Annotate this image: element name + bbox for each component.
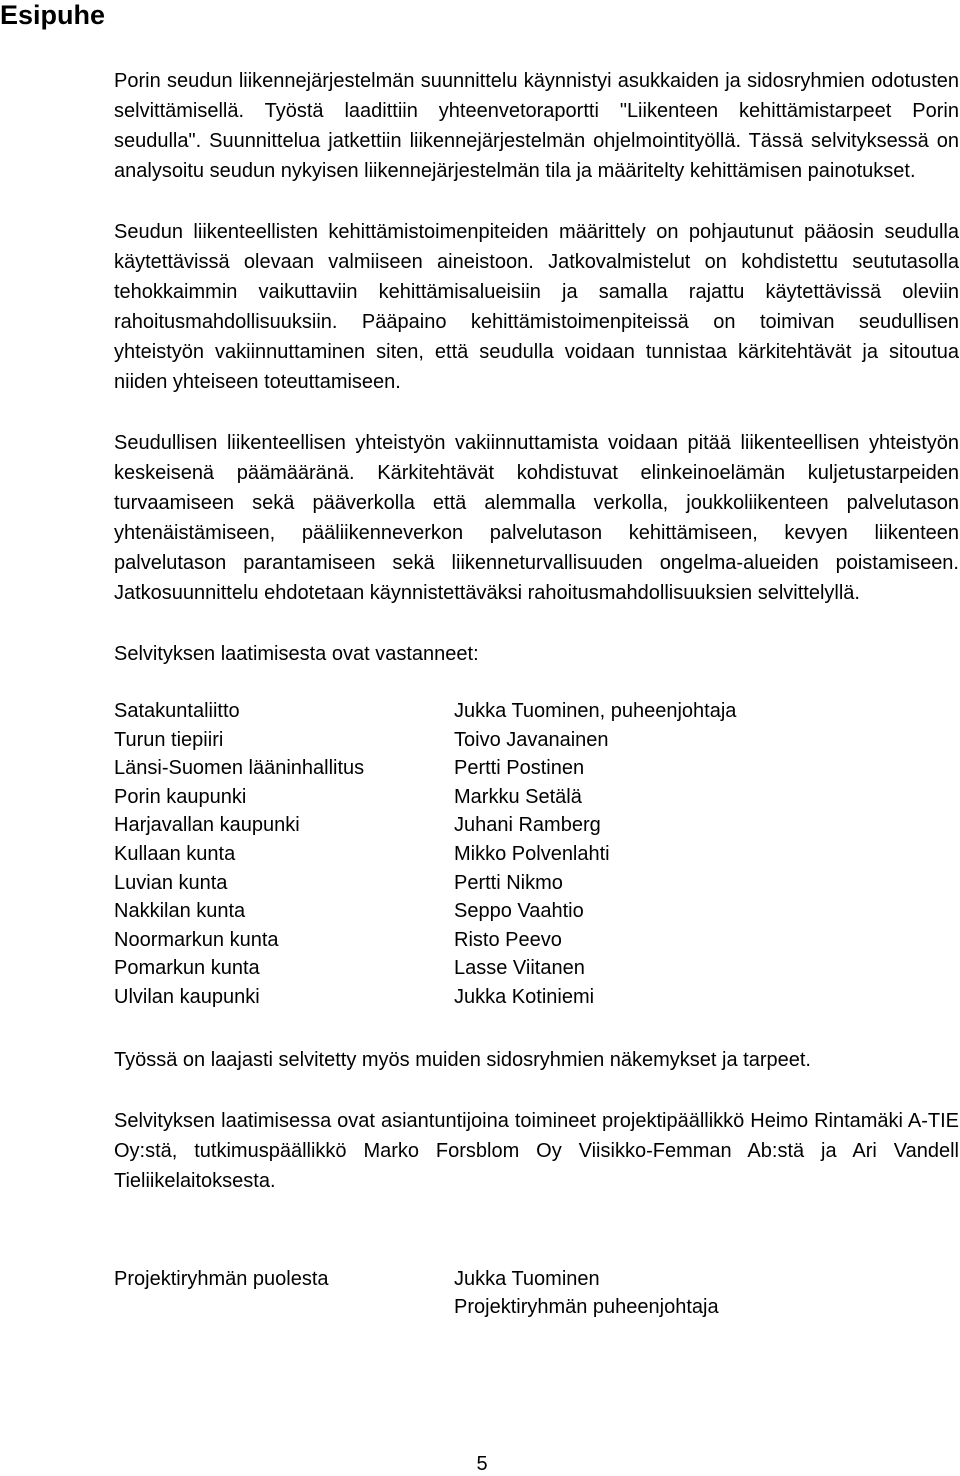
member-organization: Porin kaupunki xyxy=(114,785,247,808)
signature-block xyxy=(114,1265,959,1322)
paragraph-stakeholders: Työssä on laajasti selvitetty myös muiden sidosryhmien näkemykset ja tarpeet. xyxy=(114,1048,811,1071)
preface-content xyxy=(114,66,959,1322)
member-person: Jukka Kotiniemi xyxy=(454,985,595,1008)
member-organization: Ulvilan kaupunki xyxy=(114,985,260,1008)
member-organization: Turun tiepiiri xyxy=(114,728,224,751)
member-person: Seppo Vaahtio xyxy=(454,900,584,923)
paragraph-background: Porin seudun liikennejärjestelmän suunnittelu käynnistyi asukkaiden ja sidosryhmien odotusten selvittämisellä. Työstä laadittiin yhteenvetoraportti "Liikenteen kehittämistarpeet Porin seudulla". Suunnittelua jatkettiin liikennejärjestelmän ohjelmointityöllä. Tässä selvityksessä on analysoitu seudun nykyisen liikennejärjestelmän tila ja määritelty kehittämisen painotukset. xyxy=(114,70,959,182)
responsible-intro: Selvityksen laatimisesta ovat vastanneet: xyxy=(114,643,479,665)
member-person: Jukka Tuominen, puheenjohtaja xyxy=(454,700,737,722)
page-heading: Esipuhe xyxy=(0,0,106,30)
member-organization: Luvian kunta xyxy=(114,871,228,894)
member-organization: Kullaan kunta xyxy=(114,842,236,865)
member-organization: Satakuntaliitto xyxy=(114,700,240,722)
member-person: Markku Setälä xyxy=(454,785,582,808)
project-group-list xyxy=(114,697,959,1012)
member-organization: Länsi-Suomen lääninhallitus xyxy=(114,757,365,780)
member-person: Pertti Nikmo xyxy=(454,871,563,894)
signature-spacer xyxy=(114,1293,454,1322)
paragraph-measures: Seudun liikenteellisten kehittämistoimenpiteiden määrittely on pohjautunut pääosin seudulla käytettävissä olevaan valmiiseen aineistoon. Jatkovalmistelut on kohdistettu seututasolla tehokkaimmin vaikuttaviin kehittämisalueisiin ja samalla rajattu käytettävissä oleviin rahoitusmahdollisuuksiin. Pääpaino kehittämistoimenpiteissä on toimivan seudullisen yhteistyön vakiinnuttaminen siten, että seudulla voidaan tunnistaa kärkitehtävät ja sitoutua niiden yhteiseen toteuttamiseen. xyxy=(114,221,959,393)
member-organization: Harjavallan kaupunki xyxy=(114,814,300,837)
member-person: Juhani Ramberg xyxy=(454,814,601,837)
member-organization: Nakkilan kunta xyxy=(114,900,246,923)
member-person: Toivo Javanainen xyxy=(454,728,609,751)
signature-role: Projektiryhmän puheenjohtaja xyxy=(454,1296,719,1319)
signature-name: Jukka Tuominen xyxy=(454,1267,600,1290)
member-person: Mikko Polvenlahti xyxy=(454,842,610,865)
member-person: Pertti Postinen xyxy=(454,757,585,780)
page-number: 5 xyxy=(476,1453,488,1475)
member-organization: Pomarkun kunta xyxy=(114,957,260,980)
member-person: Lasse Viitanen xyxy=(454,957,585,980)
member-person: Risto Peevo xyxy=(454,928,562,951)
paragraph-cooperation: Seudullisen liikenteellisen yhteistyön vakiinnuttamista voidaan pitää liikenteellisen yhteistyön keskeisenä päämääränä. Kärkitehtävät kohdistuvat elinkeinoelämän kuljetustarpeiden turvaamiseen sekä pääverkolla että alemmalla verkolla, joukkoliikenteen palvelutason yhtenäistämiseen, pääliikenneverkon palvelutason kehittämiseen, kevyen liikenteen palvelutason parantamiseen sekä liikenneturvallisuuden ongelma-alueiden poistamiseen. Jatkosuunnittelu ehdotetaan käynnistettäväksi rahoitusmahdollisuuksien selvittelyllä. xyxy=(114,432,959,604)
paragraph-experts: Selvityksen laatimisessa ovat asiantuntijoina toimineet projektipäällikkö Heimo Rintamäki A-TIE Oy:stä, tutkimuspäällikkö Marko Forsblom Oy Viisikko-Femman Ab:stä ja Ari Vandell Tieliikelaitoksesta. xyxy=(114,1109,959,1192)
member-organization: Noormarkun kunta xyxy=(114,928,279,951)
signature-on-behalf: Projektiryhmän puolesta xyxy=(114,1267,329,1290)
